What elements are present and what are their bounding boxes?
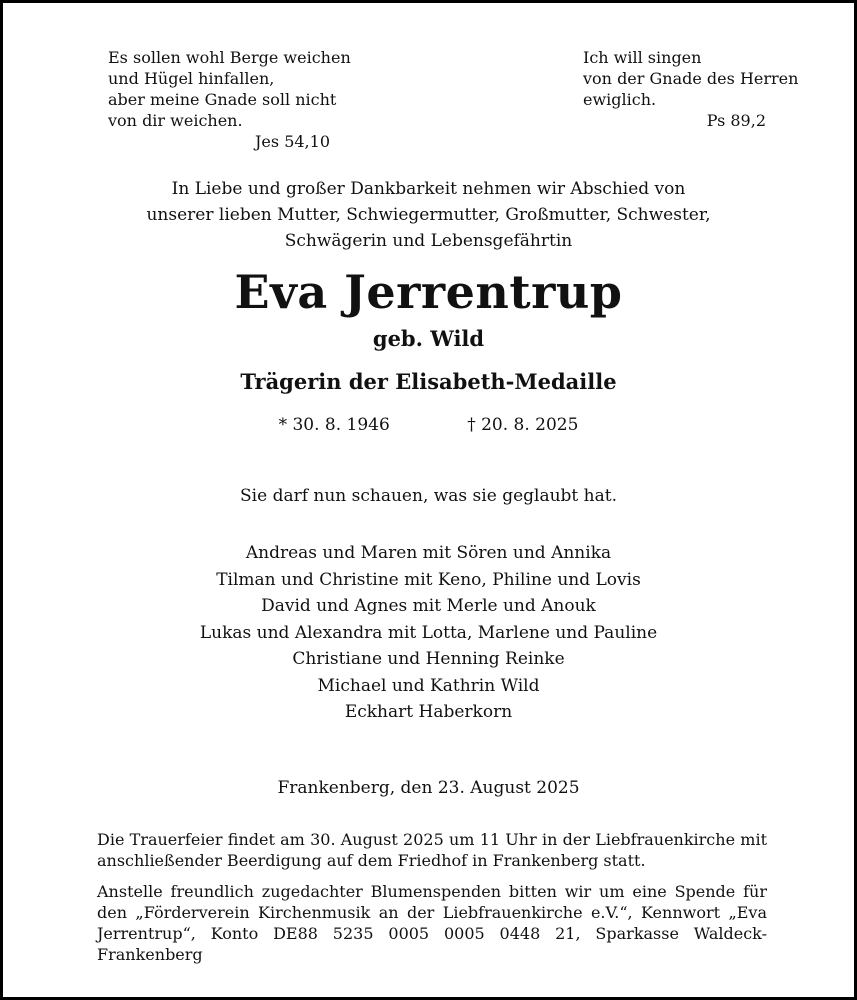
verse-line: von dir weichen. xyxy=(108,111,243,130)
mourner-line: Andreas und Maren mit Sören und Annika xyxy=(245,543,612,563)
intro-text xyxy=(3,176,854,254)
funeral-notice: Die Trauerfeier findet am 30. August 2025 um 11 Uhr in der Liebfrauenkirche mit anschließender Beerdigung auf dem Friedhof in Frankenberg statt. xyxy=(97,830,767,870)
intro-line: Schwägerin und Lebensgefährtin xyxy=(284,231,573,251)
verse-line: von der Gnade des Herren xyxy=(583,69,799,88)
place-and-date: Frankenberg, den 23. August 2025 xyxy=(277,778,580,798)
mourner-line: Tilman und Christine mit Keno, Philine und Lovis xyxy=(216,569,641,590)
life-dates xyxy=(3,413,854,437)
mourner-line: Eckhart Haberkorn xyxy=(344,702,513,722)
verse-line: Ich will singen xyxy=(583,48,702,67)
bible-verse-right xyxy=(583,47,799,131)
verse-line: und Hügel hinfallen, xyxy=(108,69,275,88)
verse-reference: Ps 89,2 xyxy=(706,111,766,130)
death-date: † 20. 8. 2025 xyxy=(467,415,579,435)
birth-date: * 30. 8. 1946 xyxy=(278,415,390,435)
verse-line: aber meine Gnade soll nicht xyxy=(108,90,337,109)
donation-notice: Anstelle freundlich zugedachter Blumenspenden bitten wir um eine Spende für den „Förderverein Kirchenmusik an der Liebfrauenkirche e.V.“, Kennwort „Eva Jerrentrup“, Konto DE88 5235 0005 0005 0448 21, Sparkasse Waldeck-Frankenberg xyxy=(97,882,767,964)
mourner-line: Lukas und Alexandra mit Lotta, Marlene und Pauline xyxy=(199,622,658,643)
motto: Sie darf nun schauen, was sie geglaubt hat. xyxy=(240,486,617,506)
verse-line: ewiglich. xyxy=(583,90,657,109)
honor-title: Trägerin der Elisabeth-Medaille xyxy=(240,369,617,394)
mourner-line: David und Agnes mit Merle und Anouk xyxy=(261,596,596,616)
intro-line: In Liebe und großer Dankbarkeit nehmen wir Abschied von xyxy=(171,179,686,199)
verse-line: Es sollen wohl Berge weichen xyxy=(108,48,351,67)
birth-name: geb. Wild xyxy=(372,326,485,351)
verse-reference: Jes 54,10 xyxy=(255,132,330,151)
mourner-line: Michael und Kathrin Wild xyxy=(317,675,540,696)
mourner-line: Christiane und Henning Reinke xyxy=(292,649,565,669)
mourners-list xyxy=(3,540,854,726)
intro-line: unserer lieben Mutter, Schwiegermutter, Großmutter, Schwester, xyxy=(146,205,711,225)
bible-verse-left xyxy=(108,47,351,152)
deceased-name: Eva Jerrentrup xyxy=(234,265,623,319)
